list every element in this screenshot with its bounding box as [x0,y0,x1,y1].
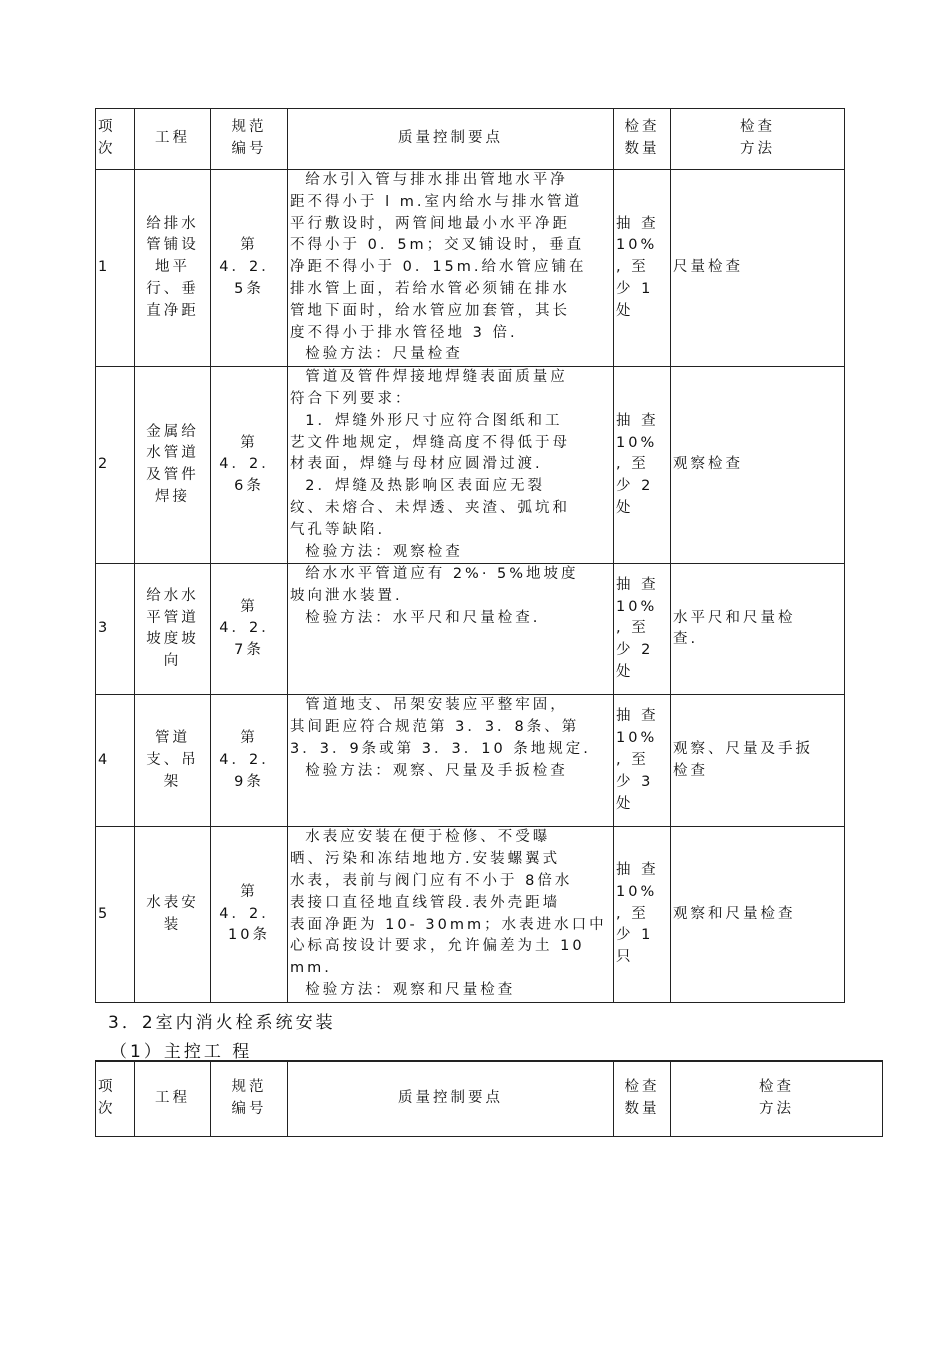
header-item-no: 项 次 [96,1061,135,1136]
control-points: 给水水平管道应有 2%· 5%地坡度 坡向泄水装置. 检验方法：水平尺和尺量检查. [288,564,614,695]
table-header-row [96,1061,883,1136]
project-name: 给排水 管铺设 地平 行、垂 直净距 [135,170,211,367]
spec-clause: 第 4．2． 7条 [211,564,288,695]
header-check-method: 检查 方法 [671,1061,883,1136]
check-quantity: 抽 查 10% , 至 少 1 只 [614,827,671,1002]
check-method: 观察检查 [671,367,845,564]
check-quantity: 抽 查 10% , 至 少 1 处 [614,170,671,367]
control-points: 给水引入管与排水排出管地水平净 距不得小于 l m.室内给水与排水管道 平行敷设时，两管间地最小水平净距 不得小于 0．5m；交叉铺设时，垂直 净距不得小于 0．15m.给水管应铺在 排水管上面，若给水管必须铺在排水 管地下面时，给水管应加套管，其长 度不得小于排水管径地 3 倍. 检验方法：尺量检查 [288,170,614,367]
spec-clause: 第 4．2． 5条 [211,170,288,367]
check-quantity: 抽 查 10% , 至 少 2 处 [614,564,671,695]
quality-control-table-fire-hydrant [95,1060,883,1137]
header-check-method: 检查 方法 [671,109,845,170]
control-points: 管道及管件焊接地焊缝表面质量应 符合下列要求： 1．焊缝外形尺寸应符合图纸和工 艺文件地规定，焊缝高度不得低于母 材表面，焊缝与母材应圆滑过渡. 2．焊缝及热影响区表面应无裂 纹、未熔合、未焊透、夹渣、弧坑和 气孔等缺陷. 检验方法：观察检查 [288,367,614,564]
table-row [96,170,845,367]
table-row [96,367,845,564]
header-item-no: 项 次 [96,109,135,170]
sub-heading: （1）主控工 程 [110,1042,253,1062]
quality-control-table-water-supply [95,108,845,1003]
check-quantity: 抽 查 10% , 至 少 2 处 [614,367,671,564]
spec-clause: 第 4．2． 9条 [211,695,288,827]
header-control-points: 质量控制要点 [288,109,614,170]
item-no: 4 [96,695,135,827]
spec-clause: 第 4．2． 10条 [211,827,288,1002]
section-heading: 3．2室内消火栓系统安装 [108,1013,336,1033]
control-points: 管道地支、吊架安装应平整牢固， 其间距应符合规范第 3．3．8条、第 3．3．9条或第 3．3．10 条地规定. 检验方法：观察、尺量及手扳检查 [288,695,614,827]
header-check-qty: 检查 数量 [614,1061,671,1136]
header-project: 工程 [135,1061,211,1136]
project-name: 水表安 装 [135,827,211,1002]
project-name: 金属给 水管道 及管件 焊接 [135,367,211,564]
table-row [96,827,845,1002]
project-name: 管道 支、吊 架 [135,695,211,827]
item-no: 5 [96,827,135,1002]
project-name: 给水水 平管道 坡度坡 向 [135,564,211,695]
header-spec-no: 规范 编号 [211,1061,288,1136]
item-no: 3 [96,564,135,695]
check-quantity: 抽 查 10% , 至 少 3 处 [614,695,671,827]
table-row [96,564,845,695]
table-header-row [96,109,845,170]
header-control-points: 质量控制要点 [288,1061,614,1136]
check-method: 观察、尺量及手扳 检查 [671,695,845,827]
control-points: 水表应安装在便于检修、不受曝 晒、污染和冻结地地方.安装螺翼式 水表，表前与阀门应有不小于 8倍水 表接口直径地直线管段.表外壳距墙 表面净距为 10- 30mm；水表进水口中 心标高按设计要求，允许偏差为土 10 mm. 检验方法：观察和尺量检查 [288,827,614,1002]
table-row [96,695,845,827]
item-no: 2 [96,367,135,564]
header-spec-no: 规范 编号 [211,109,288,170]
check-method: 水平尺和尺量检 查. [671,564,845,695]
header-check-qty: 检查 数量 [614,109,671,170]
spec-clause: 第 4．2． 6条 [211,367,288,564]
item-no: 1 [96,170,135,367]
header-project: 工程 [135,109,211,170]
check-method: 尺量检查 [671,170,845,367]
check-method: 观察和尺量检查 [671,827,845,1002]
